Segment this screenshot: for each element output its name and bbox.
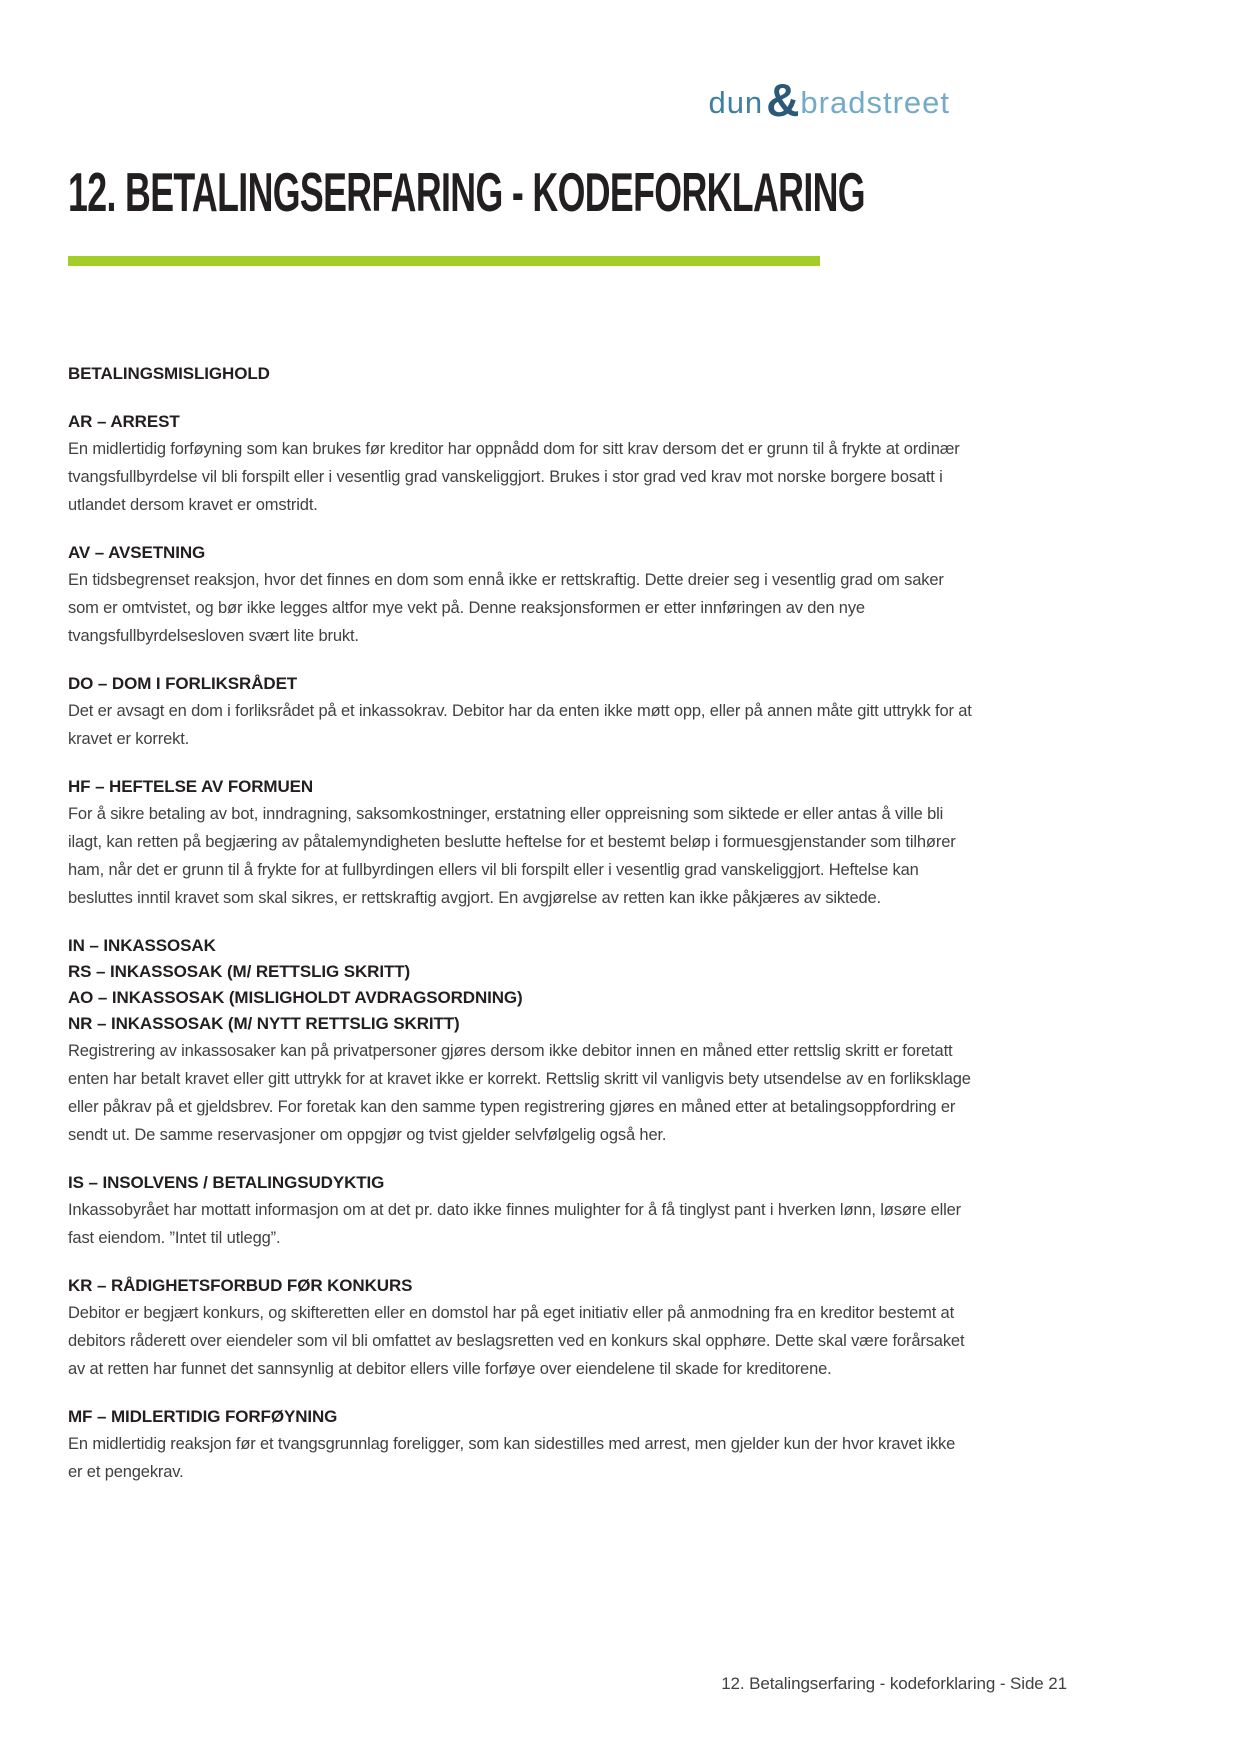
ampersand-glyph: & [766,74,800,126]
code-section-mf [68,1404,973,1486]
category-heading: BETALINGSMISLIGHOLD [68,364,270,383]
code-section-av [68,540,973,650]
title-underline-rule [68,256,820,266]
dnb-logo [708,70,950,124]
code-heading-is: IS – INSOLVENS / BETALINGSUDYKTIG [68,1173,385,1192]
main-column [68,161,973,1486]
code-heading-mf: MF – MIDLERTIDIG FORFØYNING [68,1407,338,1426]
code-heading-hf: HF – HEFTELSE AV FORMUEN [68,777,314,796]
logo-word-bradstreet: bradstreet [800,85,950,120]
code-heading-ar: AR – ARREST [68,412,180,431]
code-description-hf: For å sikre betaling av bot, inndragning, saksomkostninger, erstatning eller oppreisning som siktede er eller antas å ville bli ilagt, kan retten på begjæring av påtalemyndigheten beslutte heftelse for et bestemt beløp i formuesgjenstander som tilhører ham, når det er grunn til å frykte for at fullbyrdingen ellers vil bli forspilt eller i vesentlig grad vanskeliggjort. Heftelse kan besluttes inntil kravet som skal sikres, er rettskraftig avgjort. En avgjørelse av retten kan ikke påkjæres av siktede. [68,805,956,907]
code-heading-kr: KR – RÅDIGHETSFORBUD FØR KONKURS [68,1276,413,1295]
code-description-av: En tidsbegrenset reaksjon, hvor det finnes en dom som ennå ikke er rettskraftig. Dette dreier seg i vesentlig grad om saker som er omtvistet, og bør ikke legges altfor mye vekt på. Denne reaksjonsformen er etter innføringen av den nye tvangsfullbyrdelsesloven svært lite brukt. [68,571,944,645]
code-section-inkasso [68,933,973,1149]
code-heading-in: IN – INKASSOSAK [68,936,216,955]
code-section-kr [68,1273,973,1383]
code-description-is: Inkassobyrået har mottatt informasjon om at det pr. dato ikke finnes mulighter for å få tinglyst pant i hverken lønn, løsøre eller fast eiendom. ”Intet til utlegg”. [68,1201,962,1247]
code-heading-nr: NR – INKASSOSAK (M/ NYTT RETTSLIG SKRITT) [68,1014,460,1033]
page-title: 12. BETALINGSERFARING - KODEFORKLARING [68,161,865,223]
code-description-do: Det er avsagt en dom i forliksrådet på et inkassokrav. Debitor har da enten ikke møtt opp, eller på annen måte gitt uttrykk for at kravet er korrekt. [68,702,972,748]
code-heading-do: DO – DOM I FORLIKSRÅDET [68,674,298,693]
code-heading-ao: AO – INKASSOSAK (MISLIGHOLDT AVDRAGSORDNING) [68,988,523,1007]
page-footer: 12. Betalingserfaring - kodeforklaring - Side 21 [721,1674,1067,1693]
logo-word-dun: dun [708,85,764,120]
code-description-mf: En midlertidig reaksjon før et tvangsgrunnlag foreligger, som kan sidestilles med arrest, men gjelder kun der hvor kravet ikke er et pengekrav. [68,1435,956,1481]
code-description-ar: En midlertidig forføyning som kan brukes før kreditor har oppnådd dom for sitt krav dersom det er grunn til å frykte at ordinær tvangsfullbyrdelse vil bli forspilt eller i vesentlig grad vanskeliggjort. Brukes i stor grad ved krav mot norske borgere bosatt i utlandet dersom kravet er omstridt. [68,440,960,514]
code-heading-av: AV – AVSETNING [68,543,206,562]
code-description-kr: Debitor er begjært konkurs, og skifteretten eller en domstol har på eget initiativ eller på anmodning fra en kreditor bestemt at debitors råderett over eiendeler som vil bli omfattet av beslagsretten ved en konkurs skal opphøre. Dette skal være forårsaket av at retten har funnet det sannsynlig at debitor ellers ville forføye over eiendelene til skade for kreditorene. [68,1304,965,1378]
code-heading-rs: RS – INKASSOSAK (M/ RETTSLIG SKRITT) [68,962,411,981]
code-section-ar [68,409,973,519]
code-section-do [68,671,973,753]
code-description-inkasso: Registrering av inkassosaker kan på privatpersoner gjøres dersom ikke debitor innen en måned etter rettslig skritt er foretatt enten har betalt kravet eller gitt uttrykk for at kravet ikke er korrekt. Rettslig skritt vil vanligvis bety utsendelse av en forliksklage eller påkrav på et gjeldsbrev. For foretak kan den samme typen registrering gjøres en måned etter at betalingsoppfordring er sendt ut. De samme reservasjoner om oppgjør og tvist gjelder selvfølgelig også her. [68,1042,971,1144]
code-section-hf [68,774,973,912]
code-section-is [68,1170,973,1252]
